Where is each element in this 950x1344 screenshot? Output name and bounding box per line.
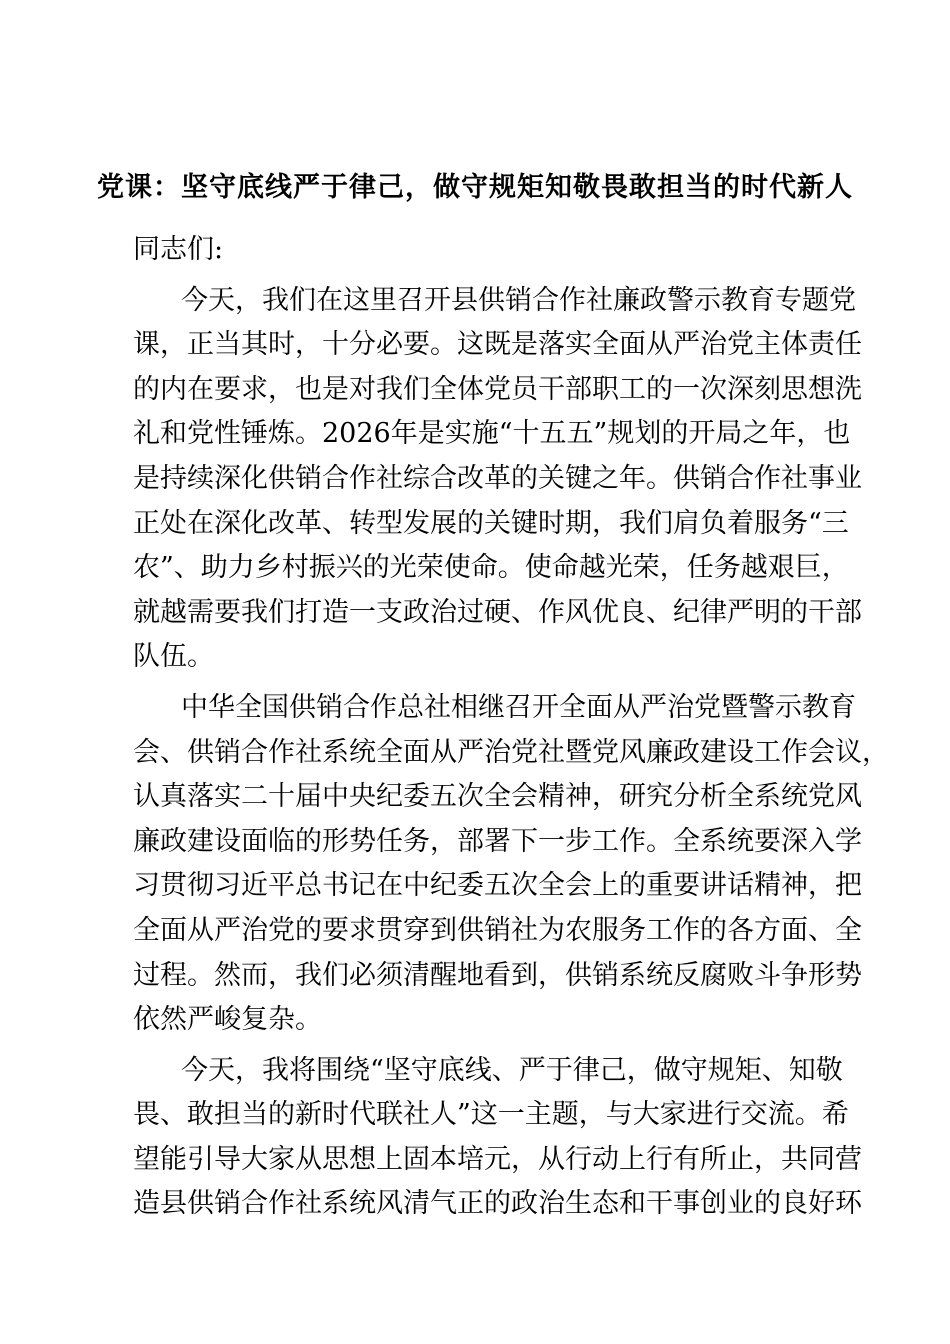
paragraph-line: 队伍。 <box>133 641 214 673</box>
paragraph-line: 礼和党性锤炼。2026年是实施“十五五”规划的开局之年，也 <box>133 418 851 450</box>
paragraph-line: 造县供销合作社系统风清气正的政治生态和干事创业的良好环 <box>133 1188 862 1220</box>
paragraph-line: 农”、助力乡村振兴的光荣使命。使命越光荣，任务越艰巨， <box>133 552 849 584</box>
paragraph-line: 全面从严治党的要求贯穿到供销社为农服务工作的各方面、全 <box>133 914 862 946</box>
paragraph-3 <box>133 1049 862 1227</box>
paragraph-line: 过程。然而，我们必须清醒地看到，供销系统反腐败斗争形势 <box>133 959 862 991</box>
paragraph-line: 认真落实二十届中央纪委五次全会精神，研究分析全系统党风 <box>133 781 862 813</box>
paragraph-line: 是持续深化供销合作社综合改革的关键之年。供销合作社事业 <box>133 462 862 494</box>
paragraph-line: 中华全国供销合作总社相继召开全面从严治党暨警示教育 <box>181 691 856 723</box>
paragraph-line: 畏、敢担当的新时代联社人”这一主题，与大家进行交流。希 <box>133 1099 849 1131</box>
document-body <box>133 228 889 1233</box>
paragraph-1 <box>133 279 862 680</box>
paragraph-line: 依然严峻复杂。 <box>133 1004 322 1036</box>
document-title: 党课：坚守底线严于律己，做守规矩知敬畏敢担当的时代新人 <box>97 172 853 203</box>
paragraph-line: 今天，我将围绕“坚守底线、严于律己，做守规矩、知敬 <box>181 1054 843 1086</box>
paragraph-line: 的内在要求，也是对我们全体党员干部职工的一次深刻思想洗 <box>133 373 862 405</box>
paragraph-line: 望能引导大家从思想上固本培元，从行动上行有所止，共同营 <box>133 1143 862 1175</box>
paragraph-line: 课，正当其时，十分必要。这既是落实全面从严治党主体责任 <box>133 329 862 361</box>
paragraph-line: 正处在深化改革、转型发展的关键时期，我们肩负着服务“三 <box>133 507 849 539</box>
paragraph-line: 习贯彻习近平总书记在中纪委五次全会上的重要讲话精神，把 <box>133 870 862 902</box>
paragraph-line: 廉政建设面临的形势任务，部署下一步工作。全系统要深入学 <box>133 825 862 857</box>
paragraph-line: 今天，我们在这里召开县供销合作社廉政警示教育专题党 <box>181 284 856 316</box>
paragraph-2 <box>133 686 889 1043</box>
paragraph-line: 会、供销合作社系统全面从严治党社暨党风廉政建设工作会议， <box>133 736 889 768</box>
salutation: 同志们: <box>133 234 224 265</box>
paragraph-line: 就越需要我们打造一支政治过硬、作风优良、纪律严明的干部 <box>133 596 862 628</box>
